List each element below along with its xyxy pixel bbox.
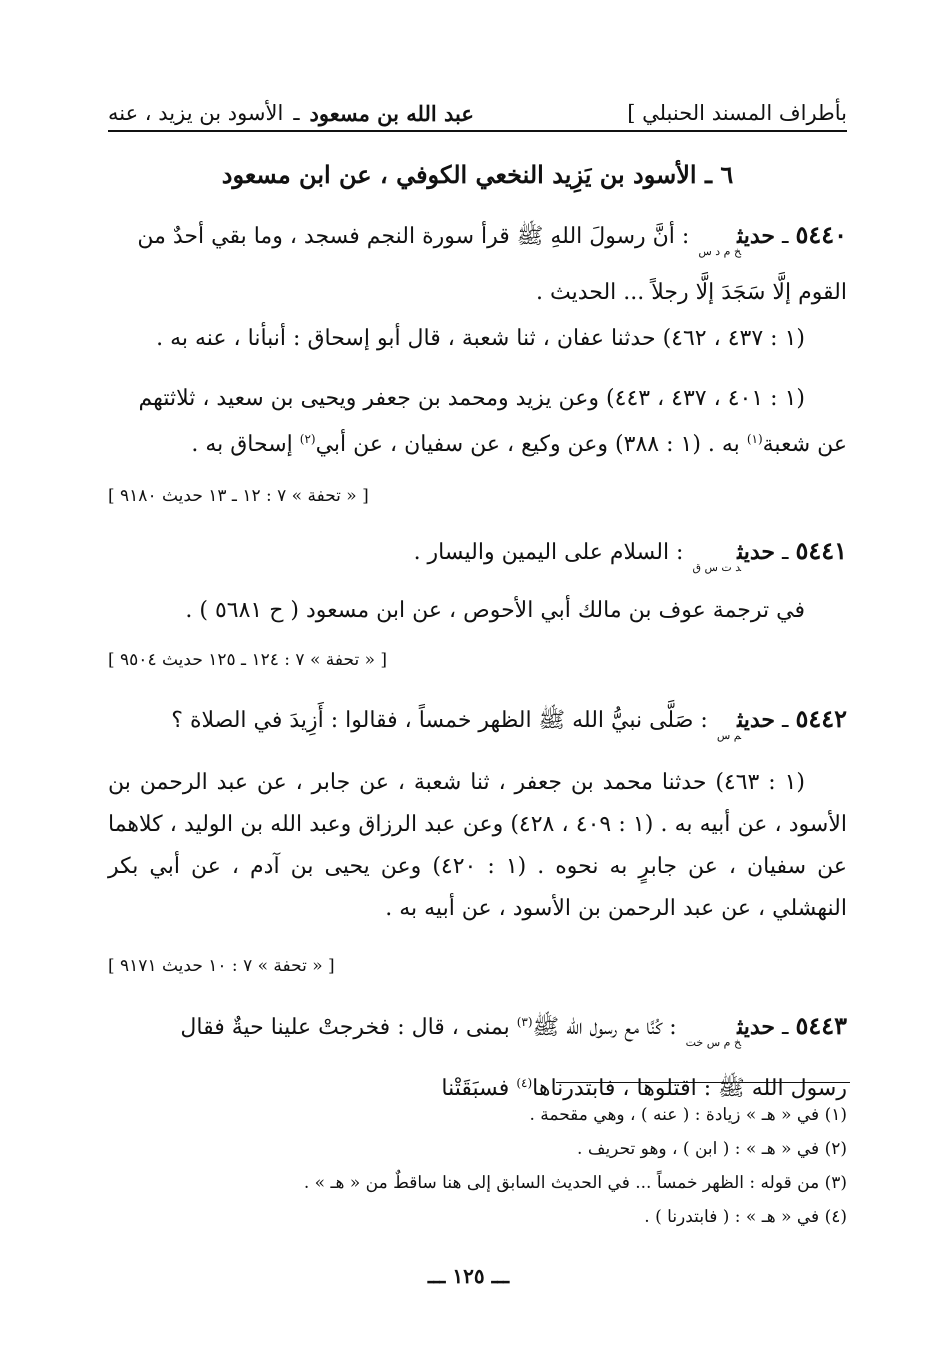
footnote-4: (٤) في « هـ » : ( فابتدرنا ) . [644, 1207, 847, 1227]
hadith-text: رسول الله ﷺ : اقتلوها ، فابتدرناها [532, 1076, 847, 1101]
hadith-label: حديث [737, 539, 775, 565]
hadith-sigla: خ م د س [698, 245, 742, 258]
hadith-sigla: خ م س خت [685, 1036, 742, 1049]
hadith-number: ٥٤٤٣ [795, 1011, 847, 1040]
hadith-dash: ـ [781, 540, 789, 565]
tuhfa-text: [ « تحفة » ٧ : ١٢٤ ـ ١٢٥ حديث ٩٥٠٤ ] [108, 650, 388, 670]
hadith-dash: ـ [781, 708, 789, 733]
hadith-text: : السلام على اليمين واليسار . [413, 540, 684, 565]
tuhfa-reference [108, 650, 847, 670]
hadith-number: ٥٤٤٠ [795, 220, 847, 249]
section-title: ٦ ـ الأسود بن يَزِيد النخعي الكوفي ، عن ابن مسعود [221, 160, 734, 189]
footnote-divider [556, 1082, 850, 1083]
hadith-label: حديث [737, 707, 775, 733]
header-separator: ـ [293, 101, 300, 125]
header-companion-name: عبد الله بن مسعود [309, 100, 474, 126]
hadith-text: : كُنَّا مع رسول الله ﷺ [532, 1015, 677, 1040]
page-number: ـــ ١٢٥ ـــ [427, 1264, 510, 1288]
hadith-text-line: القوم إلَّا سَجَدَ إلَّا رجلاً ... الحديث . [536, 280, 847, 305]
header-section [108, 101, 474, 126]
tuhfa-reference [108, 486, 847, 506]
isnad-paragraph [108, 378, 847, 465]
isnad-text: عن شعبة [762, 432, 847, 457]
footnote-ref-4: (٤) [516, 1076, 533, 1090]
hadith-text: : صَلَّى نبيُّ الله ﷺ الظهر خمساً ، فقالوا : أَزِيدَ في الصلاة ؟ [171, 708, 708, 733]
footnote-1: (١) في « هـ » زيادة : ( عنه ) ، وهي مقحمة . [529, 1105, 847, 1125]
isnad-paragraph: (١ : ٤٦٣) حدثنا محمد بن جعفر ، ثنا شعبة ، عن جابر ، عن عبد الرحمن بن الأسود ، عن أبيه به . (١ : ٤٠٩ ، ٤٢٨) وعن عبد الرزاق وعبد الله بن الوليد ، كلاهما عن سفيان ، عن جابرٍ به نحوه . (١ : ٤٢٠) وعن يحيى بن آدم ، عن أبي بكر النهشلي ، عن عبد الرحمن بن الأسود ، عن أبيه به . [108, 770, 847, 921]
hadith-5441 [108, 530, 847, 588]
hadith-number: ٥٤٤١ [795, 536, 847, 565]
hadith-dash: ـ [781, 1015, 789, 1040]
isnad-text: به . (١ : ٣٨٨) وعن وكيع ، عن سفيان ، عن أبي [315, 432, 747, 457]
cross-reference: في ترجمة عوف بن مالك أبي الأحوص ، عن ابن مسعود ( ح ٥٦٨١ ) . [185, 598, 805, 623]
isnad-line: (١ : ٤٠١ ، ٤٣٧ ، ٤٤٣) وعن يزيد ومحمد بن جعفر ويحيى بن سعيد ، ثلاثتهم [138, 386, 805, 411]
tuhfa-text: [ « تحفة » ٧ : ١٢ ـ ١٣ حديث ٩١٨٠ ] [108, 486, 369, 506]
footnote-ref-1: (١) [746, 432, 763, 446]
hadith-dash: ـ [781, 224, 789, 249]
header-book-title: بأطراف المسند الحنبلي ] [627, 101, 847, 125]
hadith-text: بمنى ، قال : فخرجتْ علينا حيةٌ فقال [180, 1015, 517, 1040]
hadith-5443 [108, 1002, 847, 1109]
footnote-ref-2: (٢) [299, 432, 316, 446]
hadith-5442 [108, 698, 847, 756]
hadith-text-line: : أنَّ رسولَ اللهِ ﷺ قرأ سورة النجم فسجد ، وما بقي أحدٌ من [137, 224, 690, 249]
footnotes [108, 1102, 847, 1238]
footnote-2: (٢) في « هـ » : ( ابن ) ، وهو تحريف . [577, 1139, 847, 1159]
hadith-text: فسبَقَتْنا [441, 1076, 517, 1101]
isnad-paragraph: (١ : ٤٣٧ ، ٤٦٢) حدثنا عفان ، ثنا شعبة ، قال أبو إسحاق : أنبأنا ، عنه به . [156, 326, 805, 351]
hadith-sigla: د ت س ق [692, 561, 742, 574]
hadith-label: حديث [737, 223, 775, 249]
footnote-ref-3: (٣) [516, 1015, 533, 1029]
running-header [108, 96, 847, 132]
hadith-sigla: م س [716, 729, 742, 742]
hadith-5440 [108, 214, 847, 313]
isnad-text: إسحاق به . [191, 432, 300, 457]
footnote-3: (٣) من قوله : الظهر خمساً ... في الحديث السابق إلى هنا ساقطٌ من « هـ » . [303, 1173, 847, 1193]
hadith-label: حديث [737, 1014, 775, 1040]
hadith-number: ٥٤٤٢ [795, 704, 847, 733]
header-narrator: الأسود بن يزيد ، عنه [108, 101, 284, 125]
tuhfa-text: [ « تحفة » ٧ : ١٠ حديث ٩١٧١ ] [108, 956, 335, 976]
tuhfa-reference [108, 956, 847, 976]
